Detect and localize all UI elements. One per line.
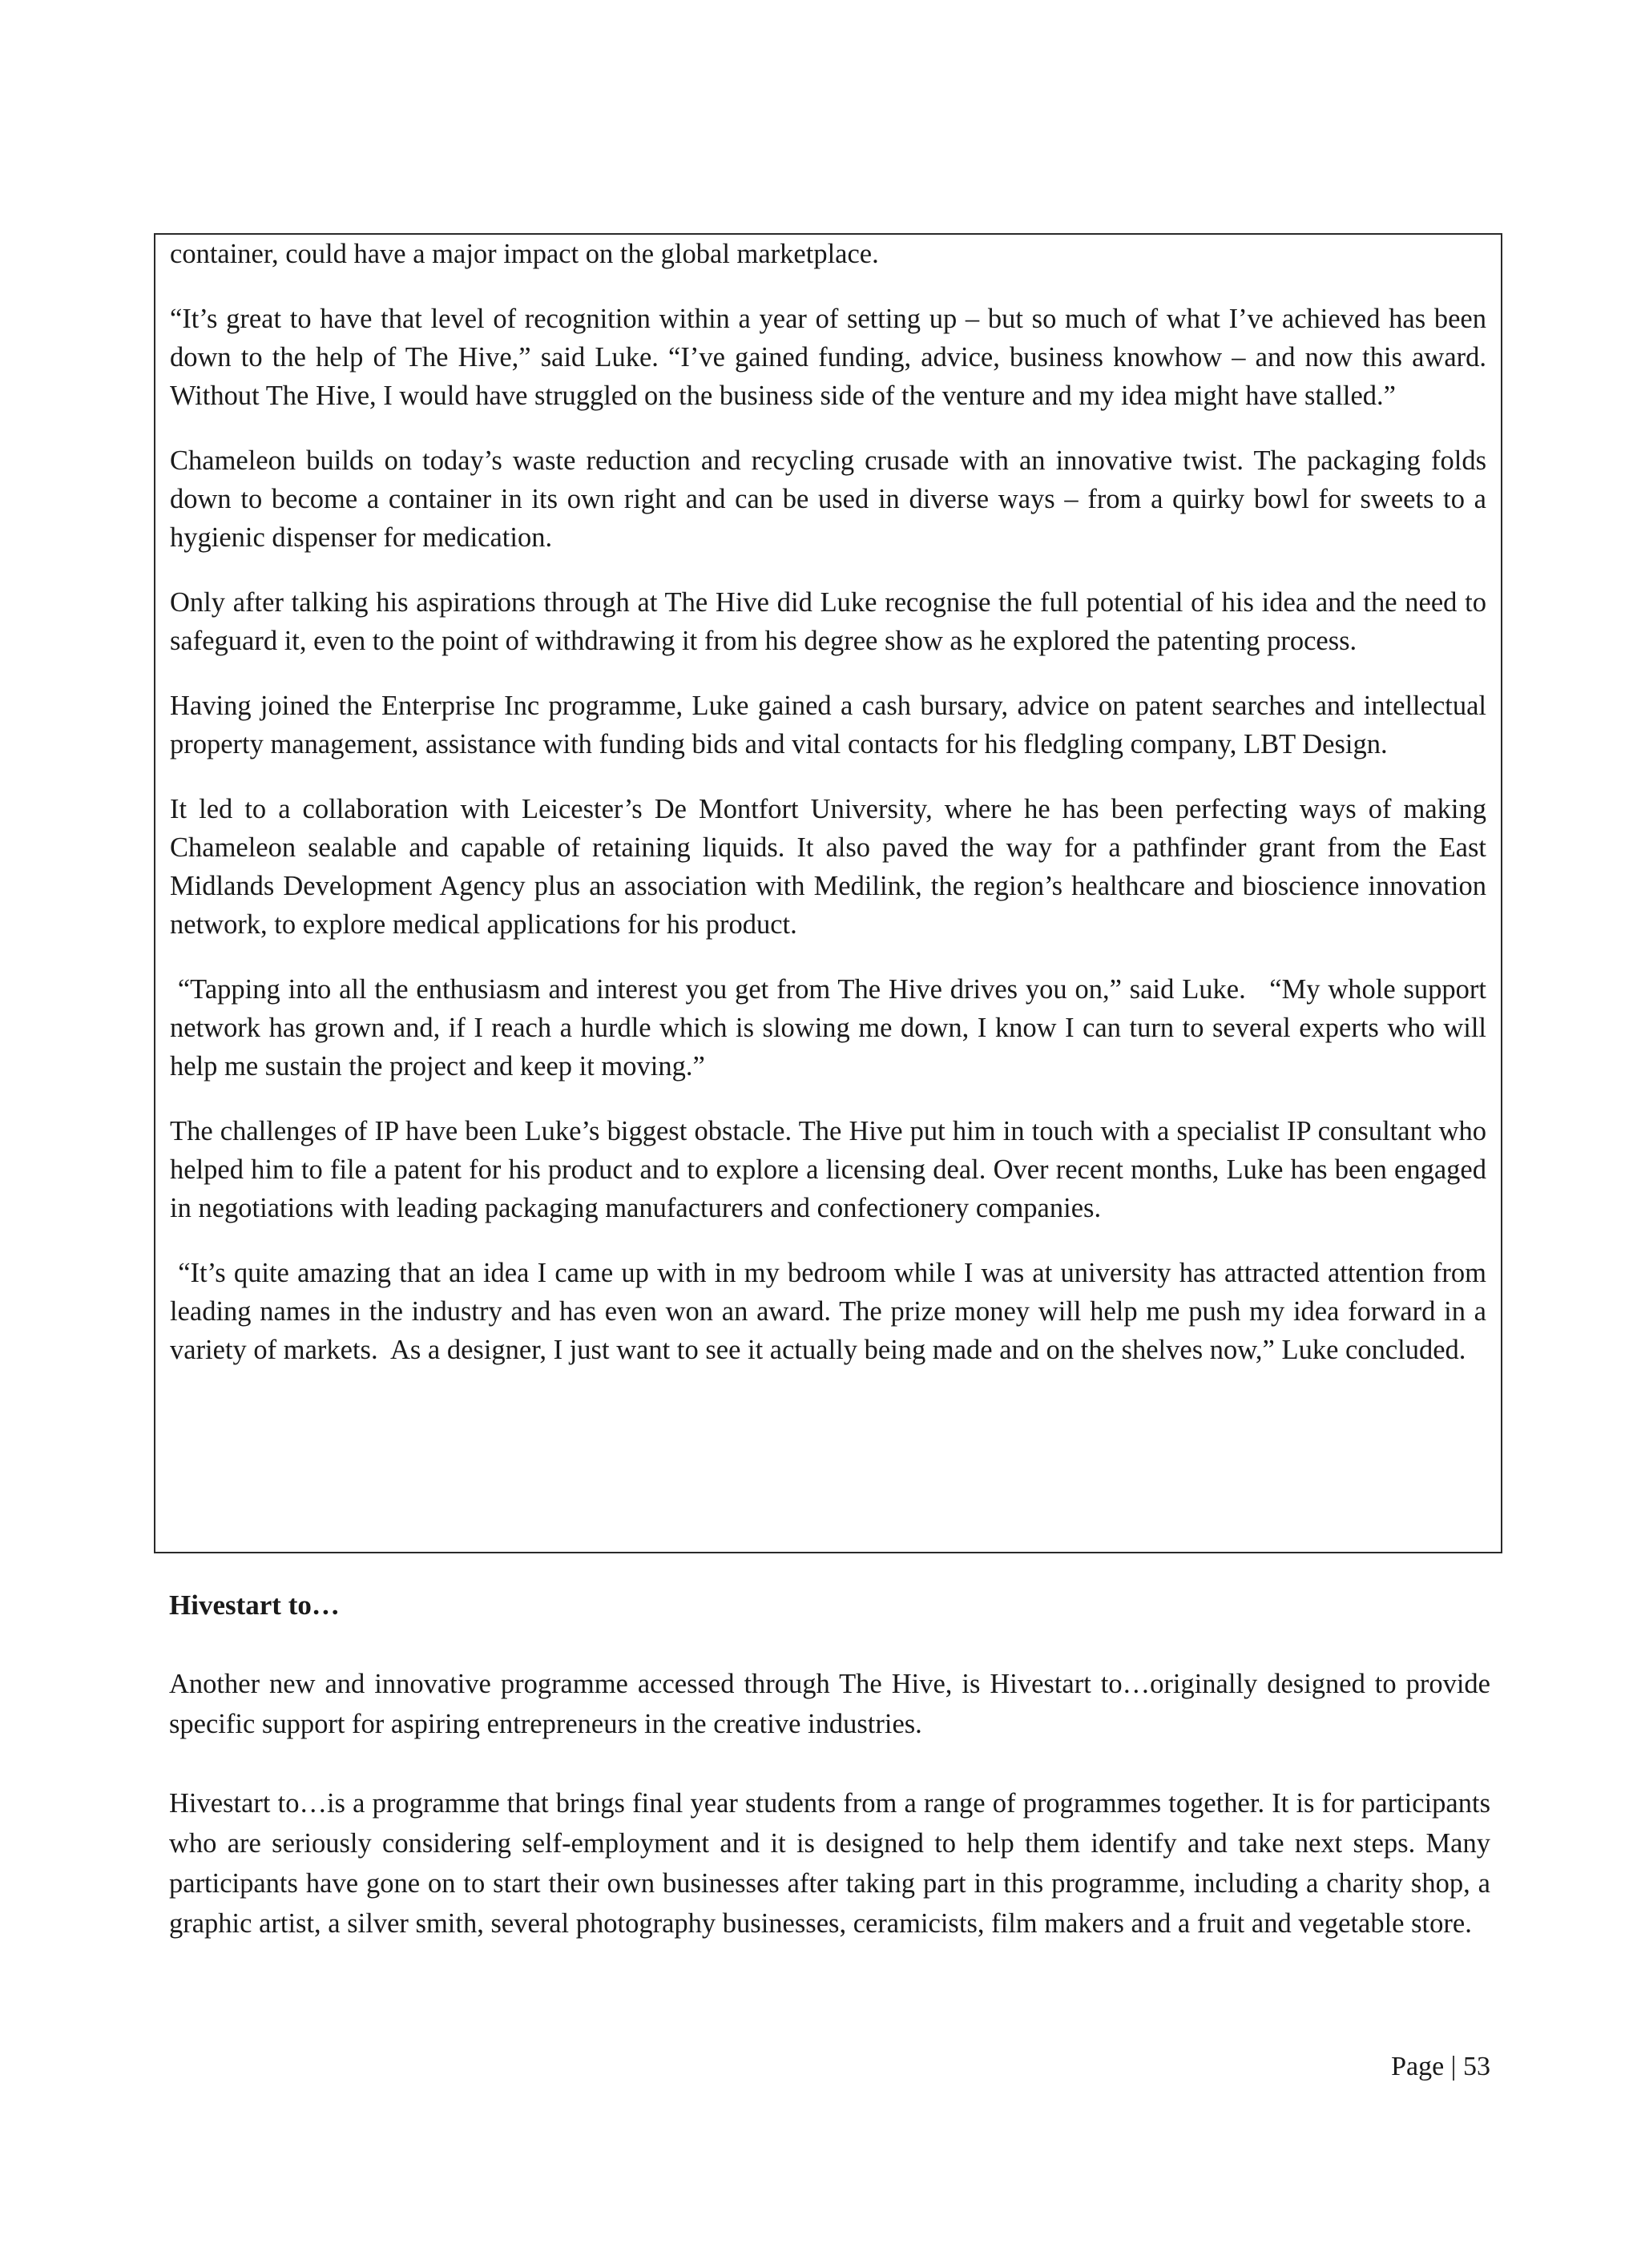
box-paragraph-2: “It’s great to have that level of recognition within a year of setting up – but so much of what I’ve achieved has been down to the help of The Hive,” said Luke. “I’ve gained funding, advice, business knowhow – and now this award. Without The Hive, I would have struggled on the business side of the venture and my idea might have stalled.” [170, 304, 1486, 411]
section-heading: Hivestart to… [169, 1589, 340, 1621]
page-number: Page | 53 [1391, 2052, 1490, 2081]
box-paragraph-9: “It’s quite amazing that an idea I came up with in my bedroom while I was at university has attracted attention from leading names in the industry and has even won an award. The prize money will help me push my idea forward in a variety of markets. As a designer, I just want to see it actually being made and on the shelves now,” Luke concluded. [170, 1258, 1494, 1365]
box-paragraph-5: Having joined the Enterprise Inc programme, Luke gained a cash bursary, advice on patent searches and intellectual property management, assistance with funding bids and vital contacts for his fledgling company, LBT Design. [170, 691, 1486, 759]
box-paragraph-6: It led to a collaboration with Leicester’s De Montfort University, where he has been perfecting ways of making Chameleon sealable and capable of retaining liquids. It also paved the way for a pathfinder grant from the East Midlands Development Agency plus an association with Medilink, the region’s healthcare and bioscience innovation network, to explore medical applications for his product. [170, 794, 1486, 940]
box-paragraph-3: Chameleon builds on today’s waste reduction and recycling crusade with an innovative twist. The packaging folds down to become a container in its own right and can be used in diverse ways – from a quirky bowl for sweets to a hygienic dispenser for medication. [170, 445, 1486, 553]
section-paragraph-1: Another new and innovative programme accessed through The Hive, is Hivestart to…originally designed to provide specific support for aspiring entrepreneurs in the creative industries. [169, 1669, 1490, 1739]
case-study-box [154, 233, 1502, 1553]
hivestart-section [169, 1586, 1490, 1983]
box-paragraph-4: Only after talking his aspirations through at The Hive did Luke recognise the full potential of his idea and the need to safeguard it, even to the point of withdrawing it from his degree show as he explored the patenting process. [170, 587, 1486, 656]
box-paragraph-7: “Tapping into all the enthusiasm and interest you get from The Hive drives you on,” said Luke. “My whole support network has grown and, if I reach a hurdle which is slowing me down, I know I can turn to several experts who will help me sustain the project and keep it moving.” [170, 974, 1494, 1082]
section-paragraph-2: Hivestart to…is a programme that brings final year students from a range of programmes together. It is for participants who are seriously considering self-employment and it is designed to help them identify and take next steps. Many participants have gone on to start their own businesses after taking part in this programme, including a charity shop, a graphic artist, a silver smith, several photography businesses, ceramicists, film makers and a fruit and vegetable store. [169, 1788, 1490, 1939]
box-paragraph-1: container, could have a major impact on the global marketplace. [170, 239, 879, 269]
box-paragraph-8: The challenges of IP have been Luke’s biggest obstacle. The Hive put him in touch with a specialist IP consultant who helped him to file a patent for his product and to explore a licensing deal. Over recent months, Luke has been engaged in negotiations with leading packaging manufacturers and confectionery companies. [170, 1116, 1486, 1223]
